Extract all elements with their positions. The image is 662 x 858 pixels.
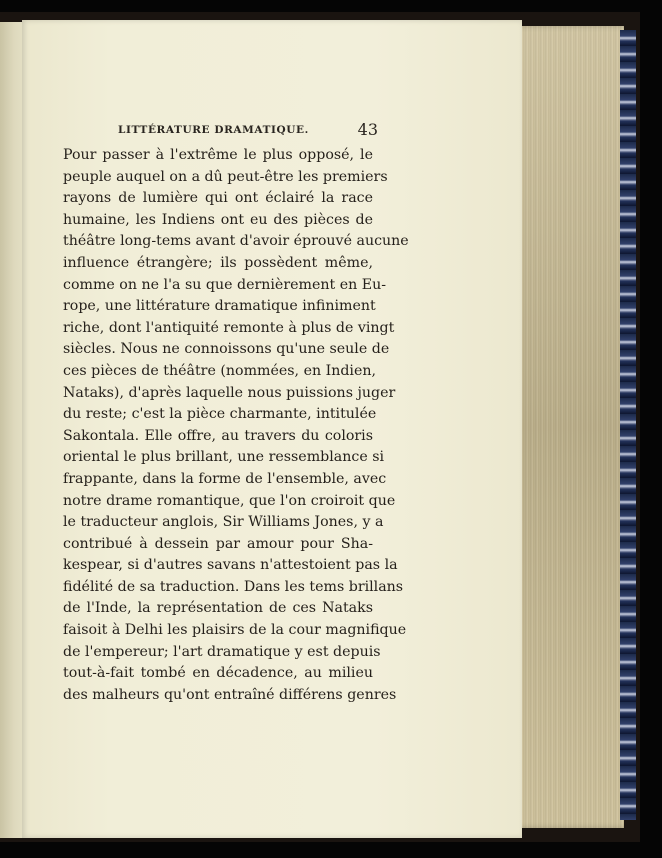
text-line: influence étrangère; ils possèdent même, — [63, 254, 373, 271]
text-line: le traducteur anglois, Sir Williams Jones, y a — [63, 514, 384, 531]
body-text — [63, 145, 409, 706]
running-title: LITTÉRATURE DRAMATIQUE. — [118, 124, 309, 136]
text-line: Sakontala. Elle offre, au travers du coloris — [63, 427, 373, 444]
text-line: frappante, dans la forme de l'ensemble, avec — [63, 470, 387, 487]
text-line: oriental le plus brillant, une ressemblance si — [63, 449, 385, 466]
text-line: humaine, les Indiens ont eu des pièces de — [63, 211, 373, 228]
page-header — [118, 120, 378, 142]
marbled-cover-edge — [620, 30, 636, 820]
text-line: fidélité de sa traduction. Dans les tems brillans — [63, 578, 404, 595]
text-line: comme on ne l'a su que dernièrement en Eu- — [63, 276, 387, 293]
text-line: Pour passer à l'extrême le plus opposé, le — [63, 147, 373, 163]
text-line: notre drame romantique, que l'on croiroit que — [63, 492, 396, 509]
text-line: kespear, si d'autres savans n'attestoient pas la — [63, 557, 398, 574]
text-line: riche, dont l'antiquité remonte à plus de vingt — [63, 319, 395, 336]
text-line: faisoit à Delhi les plaisirs de la cour magnifique — [63, 622, 407, 639]
page-number: 43 — [357, 120, 378, 139]
text-line: du reste; c'est la pièce charmante, intitulée — [63, 406, 377, 423]
text-line: rope, une littérature dramatique infiniment — [63, 298, 376, 315]
text-line: contribué à dessein par amour pour Sha- — [63, 535, 373, 552]
text-line: ces pièces de théâtre (nommées, en Indien, — [63, 362, 377, 379]
text-line: rayons de lumière qui ont éclairé la race — [63, 190, 373, 207]
text-line: de l'Inde, la représentation de ces Nataks — [63, 600, 373, 617]
text-line: peuple auquel on a dû peut-être les premiers — [63, 168, 388, 185]
text-line: siècles. Nous ne connoissons qu'une seule de — [63, 341, 390, 358]
text-line: Nataks), d'après laquelle nous puissions juger — [63, 384, 396, 401]
page-block-edges — [510, 26, 624, 828]
text-line: des malheurs qu'ont entraîné différens genres — [63, 686, 397, 703]
text-line: de l'empereur; l'art dramatique y est depuis — [63, 643, 381, 660]
text-line: théâtre long-tems avant d'avoir éprouvé aucune — [63, 233, 409, 250]
text-line: tout-à-fait tombé en décadence, au milieu — [63, 665, 373, 682]
